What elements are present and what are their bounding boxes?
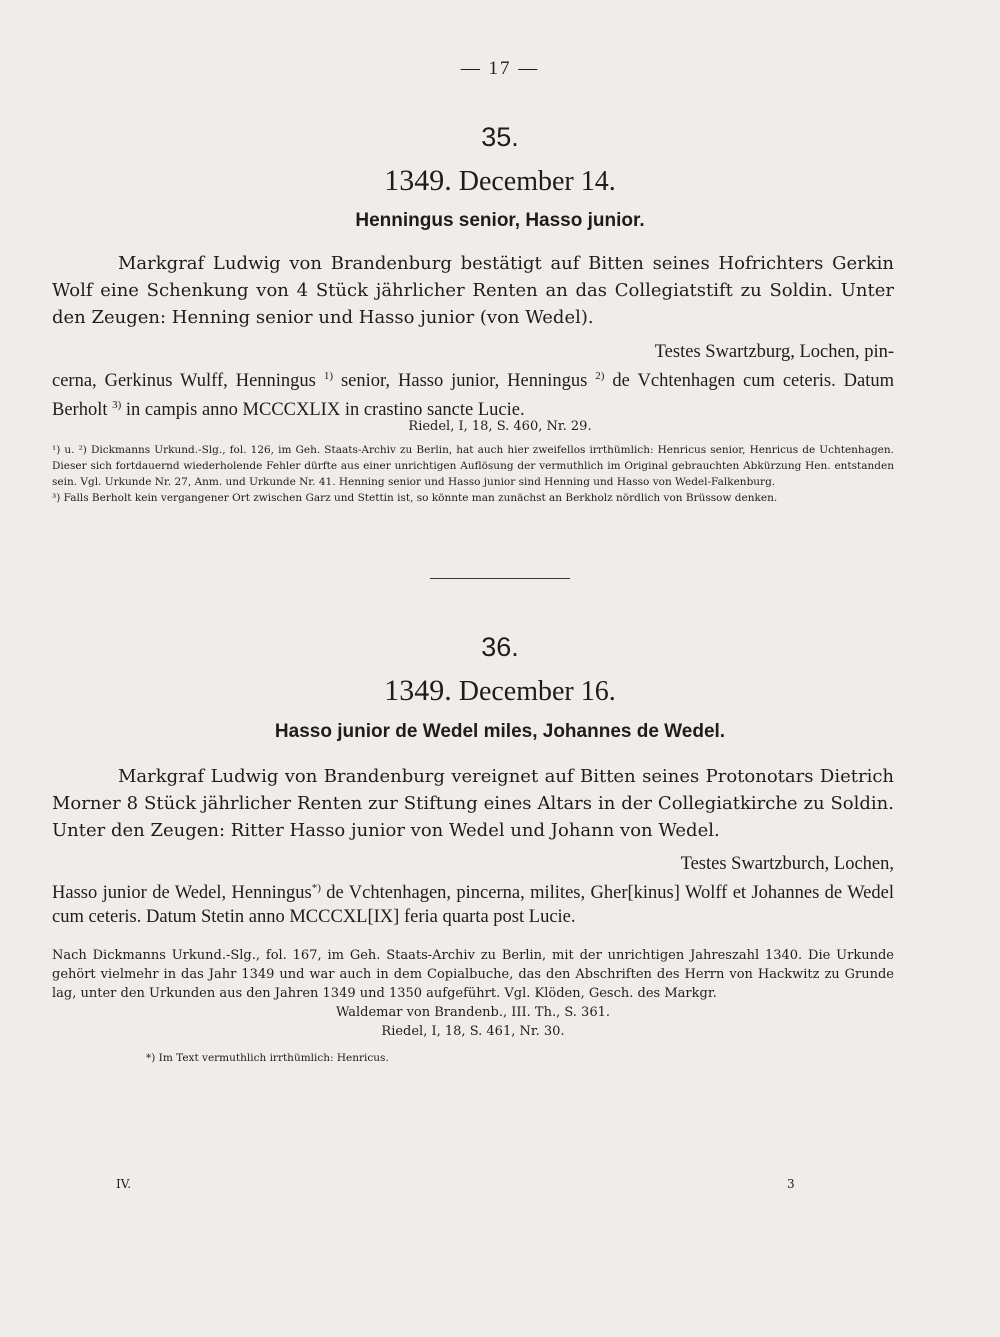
doc36-note: *) Im Text vermuthlich irrthümlich: Henricus. xyxy=(146,1052,389,1064)
doc35-latin-d: in campis anno MCCCXLIX in crastino sancte Lucie. xyxy=(125,400,525,421)
page-number: — 17 — xyxy=(460,58,540,79)
doc35-note-3: ³) Falls Berholt kein vergangener Ort zwischen Garz und Stettin ist, so könnte man zunächst an Berkholz nördlich von Brüssow denken. xyxy=(52,492,778,504)
doc36-regest xyxy=(52,763,894,844)
doc36-source-line3: Riedel, I, 18, S. 461, Nr. 30. xyxy=(381,1024,565,1039)
doc35-latin-text xyxy=(52,340,894,422)
doc35-number: 35. xyxy=(481,122,519,152)
section-divider xyxy=(430,578,570,579)
doc36-source-text: Nach Dickmanns Urkund.-Slg., fol. 167, im Geh. Staats-Archiv zu Berlin, mit der unrichtigen Jahreszahl 1340. Die Urkunde gehört vielmehr in das Jahr 1349 und war auch in dem Copialbuche, das den Abschriften des Herrn von Hackwitz zu Grunde lag, unter den Urkunden aus den Jahren 1349 und 1350 aufgeführt. Vgl. Klöden, Gesch. des Markgr. xyxy=(52,948,894,1001)
doc36-footnote xyxy=(146,1050,846,1066)
doc35-note-1-2: ¹) u. ²) Dickmanns Urkund.-Slg., fol. 126, im Geh. Staats-Archiv zu Berlin, hat auch hier zweifellos irrthümlich: Henricus senior, Henricus de Uchtenhagen. Dieser sich fortdauernd wiederholende Fehler dürfte aus einer unrichtigen Auflösung der vermuthlich im Original gebrauchten Abkürzung Hen. entstanden sein. Vgl. Urkunde Nr. 27, Anm. und Urkunde Nr. 41. Henning senior und Hasso junior sind Henning und Hasso von Wedel-Falkenburg. xyxy=(52,444,894,488)
doc35-fn-mark-2: 2) xyxy=(595,370,605,382)
doc35-latin-start: Testes Swartzburg, Lochen, pin- xyxy=(654,342,894,362)
doc35-date-line xyxy=(0,164,1000,198)
doc35-latin-a: cerna, Gerkinus Wulff, Henningus xyxy=(52,371,316,392)
doc35-regest xyxy=(52,250,894,331)
doc36-latin-start: Testes Swartzburch, Lochen, xyxy=(680,854,894,874)
doc36-date: December 16. xyxy=(458,676,616,707)
doc36-latin-a: Hasso junior de Wedel, Henningus xyxy=(52,883,312,904)
doc35-fn-mark-3: 3) xyxy=(112,399,122,412)
doc36-number: 36. xyxy=(481,632,519,662)
doc35-regest-text: Markgraf Ludwig von Brandenburg bestätigt auf Bitten seines Hofrichters Gerkin Wolf eine Schenkung von 4 Stück jährlicher Renten an das Collegiatstift zu Soldin. Unter den Zeugen: Henning senior und Hasso junior (von Wedel). xyxy=(52,253,894,328)
doc36-source xyxy=(52,946,894,1041)
doc36-source-line2: Waldemar von Brandenb., III. Th., S. 361. xyxy=(335,1005,610,1020)
doc36-date-line xyxy=(0,674,1000,708)
doc35-heading: Henningus senior, Hasso junior. xyxy=(355,210,645,231)
doc36-heading: Hasso junior de Wedel miles, Johannes de Wedel. xyxy=(274,721,726,742)
signature-right: 3 xyxy=(787,1177,795,1191)
doc36-regest-text: Markgraf Ludwig von Brandenburg vereignet auf Bitten seines Protonotars Dietrich Morner 8 Stück jährlicher Renten zur Stiftung eines Altars in der Collegiatkirche zu Soldin. Unter den Zeugen: Ritter Hasso junior von Wedel und Johann von Wedel. xyxy=(52,766,894,841)
doc36-fn-mark: *) xyxy=(311,882,321,894)
doc35-date: December 14. xyxy=(458,166,616,197)
doc36-latin-text xyxy=(52,852,894,929)
doc35-fn-mark-1: 1) xyxy=(323,370,333,382)
signature-left: IV. xyxy=(116,1177,132,1191)
doc35-latin-b: senior, Hasso junior, Henningus xyxy=(340,371,588,392)
doc35-source: Riedel, I, 18, S. 460, Nr. 29. xyxy=(408,419,592,434)
doc35-footnotes xyxy=(52,442,894,506)
doc36-year: 1349. xyxy=(384,674,452,707)
doc35-year: 1349. xyxy=(384,164,452,197)
doc35-latin-c: de Vchtenhagen cum ceteris. Datum Berholt xyxy=(52,371,895,421)
doc36-latin-b: de Vchtenhagen, pincerna, milites, Gher[kinus] Wolff et Johannes de Wedel cum ceteris. Datum Stetin anno MCCCXL[IX] feria quarta post Lucie. xyxy=(52,883,894,928)
